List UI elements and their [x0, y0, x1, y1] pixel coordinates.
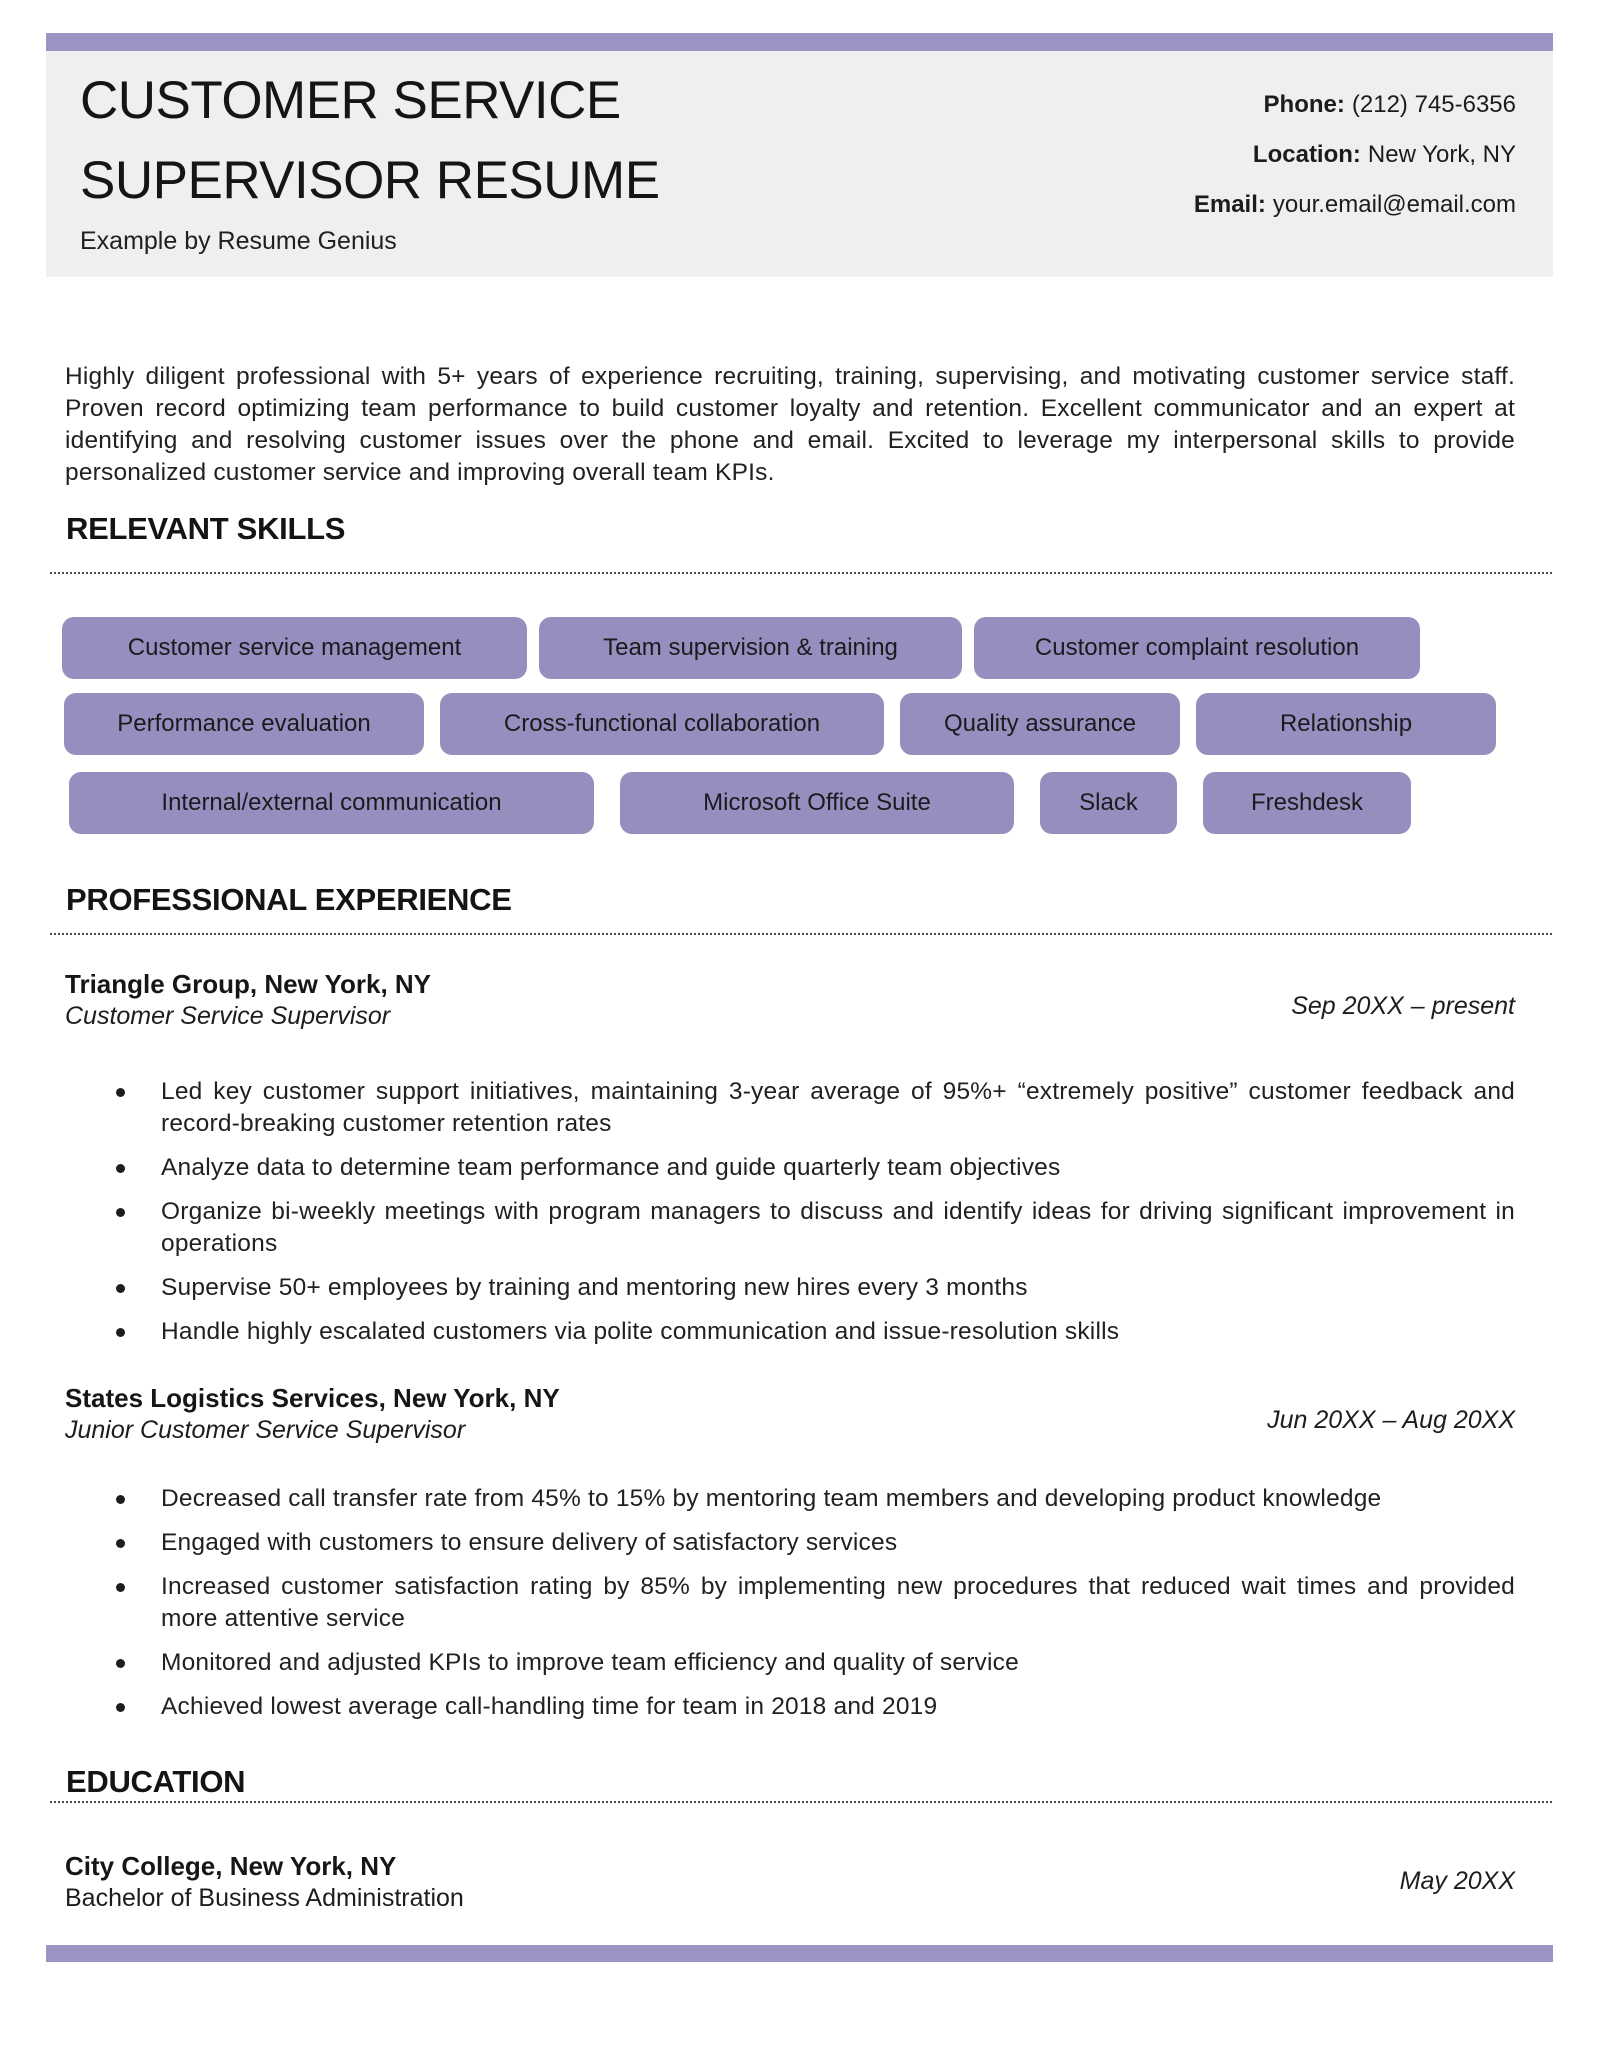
- bullet-text: Decreased call transfer rate from 45% to 15% by mentoring team members and developing product knowledge: [161, 1485, 1382, 1512]
- contact-label: Phone:: [1263, 91, 1345, 118]
- job2-bullet-list: [116, 1483, 1515, 1735]
- contact-block: [1194, 80, 1516, 230]
- skill-pill: Cross-functional collaboration: [440, 693, 884, 755]
- bullet-item: [116, 1483, 1515, 1515]
- bullet-dot-icon: [116, 1495, 125, 1504]
- bullet-dot-icon: [116, 1703, 125, 1712]
- education-degree: Bachelor of Business Administration: [65, 1884, 464, 1912]
- summary-paragraph: Highly diligent professional with 5+ years of experience recruiting, training, supervising, and motivating customer service staff. Proven record optimizing team performance to build customer loyalty and retention. Excellent communicator and an expert at identifying and resolving customer issues over the phone and email. Excited to leverage my interpersonal skills to provide personalized customer service and improving overall team KPIs.: [65, 362, 1515, 486]
- section-title-professional-experience: PROFESSIONAL EXPERIENCE: [66, 882, 512, 917]
- contact-label: Location:: [1252, 141, 1361, 168]
- bullet-text: Handle highly escalated customers via polite communication and issue-resolution skills: [161, 1318, 1120, 1345]
- bullet-item: [116, 1647, 1515, 1679]
- education-school: City College, New York, NY: [65, 1851, 397, 1881]
- skills-row-3: [69, 772, 1411, 834]
- bullet-item: [116, 1272, 1515, 1304]
- contact-value: (212) 745-6356: [1351, 91, 1516, 118]
- skill-pill: Team supervision & training: [539, 617, 962, 679]
- top-accent-bar: [46, 33, 1553, 51]
- bullet-dot-icon: [116, 1328, 125, 1337]
- contact-label: Email:: [1193, 191, 1266, 218]
- job1-header: [65, 968, 1515, 1032]
- bullet-text: Increased customer satisfaction rating by 85% by implementing new procedures that reduced wait times and provided more attentive service: [161, 1573, 1515, 1632]
- contact-value: your.email@email.com: [1272, 191, 1516, 218]
- job1-bullet-list: [116, 1076, 1515, 1360]
- page-subtitle: Example by Resume Genius: [80, 227, 397, 255]
- bullet-dot-icon: [116, 1164, 125, 1173]
- bullet-text: Achieved lowest average call-handling time for team in 2018 and 2019: [161, 1693, 938, 1720]
- job1-company: Triangle Group, New York, NY: [65, 969, 432, 999]
- divider-education: [50, 1801, 1552, 1803]
- bullet-text: Analyze data to determine team performance and guide quarterly team objectives: [161, 1154, 1061, 1181]
- skill-pill: Microsoft Office Suite: [620, 772, 1014, 834]
- bullet-item: [116, 1691, 1515, 1723]
- page-title-line2: SUPERVISOR RESUME: [80, 151, 660, 210]
- skill-pill: Relationship: [1196, 693, 1496, 755]
- divider-experience: [50, 933, 1552, 935]
- bullet-text: Led key customer support initiatives, maintaining 3-year average of 95%+ “extremely positive” customer feedback and record-breaking customer retention rates: [161, 1078, 1515, 1137]
- divider-skills: [50, 572, 1552, 574]
- job1-role: Customer Service Supervisor: [65, 1002, 391, 1030]
- job2-company: States Logistics Services, New York, NY: [65, 1383, 560, 1413]
- job2-dates: Jun 20XX – Aug 20XX: [1267, 1406, 1515, 1434]
- bullet-item: [116, 1076, 1515, 1140]
- job2-role: Junior Customer Service Supervisor: [65, 1416, 466, 1444]
- bullet-item: [116, 1152, 1515, 1184]
- bullet-dot-icon: [116, 1539, 125, 1548]
- skill-pill: Customer service management: [62, 617, 527, 679]
- bullet-dot-icon: [116, 1583, 125, 1592]
- skill-pill: Freshdesk: [1203, 772, 1411, 834]
- bullet-text: Organize bi-weekly meetings with program managers to discuss and identify ideas for driving significant improvement in operations: [161, 1198, 1515, 1257]
- skills-row-1: [62, 617, 1420, 679]
- bottom-accent-bar: [46, 1945, 1553, 1962]
- education-date: May 20XX: [1399, 1867, 1515, 1895]
- job1-dates: Sep 20XX – present: [1291, 992, 1515, 1020]
- resume-header: [46, 51, 1553, 277]
- bullet-item: [116, 1196, 1515, 1260]
- bullet-dot-icon: [116, 1208, 125, 1217]
- skill-pill: Quality assurance: [900, 693, 1180, 755]
- skill-pill: Performance evaluation: [64, 693, 424, 755]
- contact-line: [1194, 80, 1516, 130]
- bullet-text: Supervise 50+ employees by training and mentoring new hires every 3 months: [161, 1274, 1028, 1301]
- skill-pill: Customer complaint resolution: [974, 617, 1420, 679]
- skills-row-2: [64, 693, 1496, 755]
- bullet-item: [116, 1316, 1515, 1348]
- bullet-dot-icon: [116, 1284, 125, 1293]
- bullet-dot-icon: [116, 1088, 125, 1097]
- page-title-line1: CUSTOMER SERVICE: [80, 71, 621, 130]
- job2-header: [65, 1382, 1515, 1446]
- bullet-dot-icon: [116, 1659, 125, 1668]
- contact-line: [1194, 130, 1516, 180]
- bullet-item: [116, 1527, 1515, 1559]
- bullet-text: Engaged with customers to ensure delivery of satisfactory services: [161, 1529, 898, 1556]
- bullet-text: Monitored and adjusted KPIs to improve team efficiency and quality of service: [161, 1649, 1019, 1676]
- contact-line: [1194, 180, 1516, 230]
- page-title: [80, 61, 660, 221]
- bullet-item: [116, 1571, 1515, 1635]
- section-title-education: EDUCATION: [66, 1764, 246, 1799]
- skill-pill: Internal/external communication: [69, 772, 594, 834]
- contact-value: New York, NY: [1367, 141, 1516, 168]
- section-title-relevant-skills: RELEVANT SKILLS: [66, 511, 346, 546]
- skill-pill: Slack: [1040, 772, 1177, 834]
- education-entry: [65, 1850, 1515, 1914]
